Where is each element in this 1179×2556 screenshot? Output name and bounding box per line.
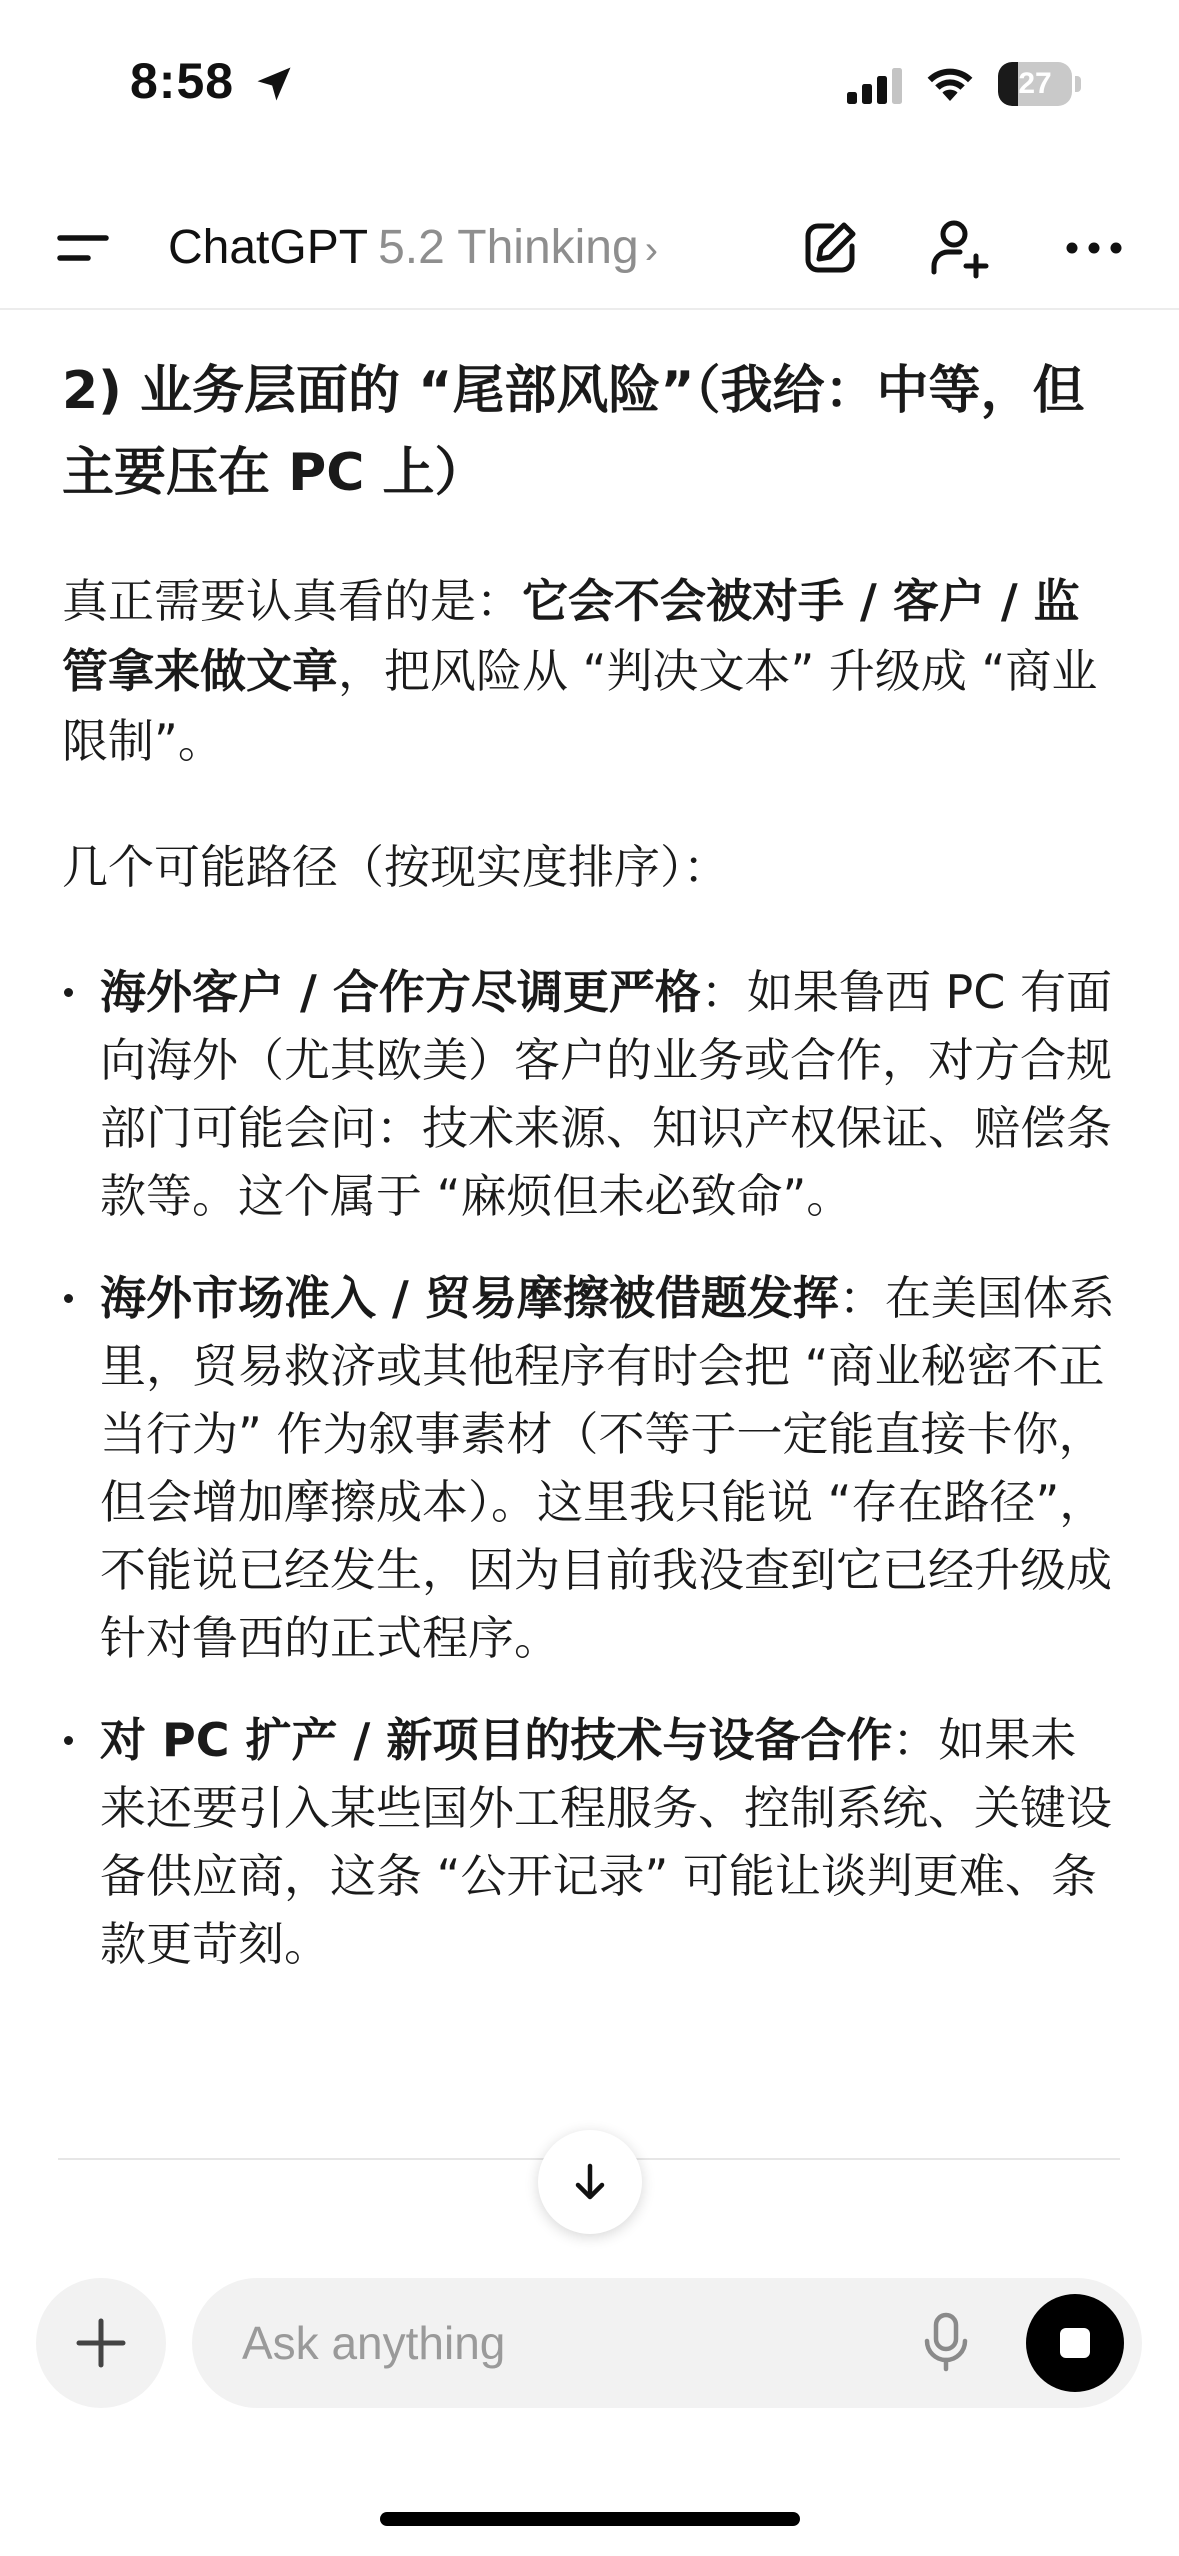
more-button[interactable] <box>1052 206 1136 290</box>
bullet-dot <box>64 1736 73 1745</box>
intro-tail: ，把风险从 “判决文本” 升级成 “商业限制”。 <box>62 644 1098 768</box>
model-name: 5.2 Thinking <box>378 221 639 274</box>
home-indicator[interactable] <box>380 2512 800 2526</box>
microphone-button[interactable] <box>906 2303 986 2383</box>
stop-icon <box>1060 2328 1090 2358</box>
add-person-button[interactable] <box>918 206 1002 290</box>
assistant-message <box>62 350 1122 2012</box>
attach-button[interactable] <box>36 2278 166 2408</box>
menu-button[interactable] <box>48 212 120 284</box>
status-bar <box>0 0 1179 160</box>
battery-nub <box>1075 76 1081 92</box>
battery-level: 27 <box>1018 67 1052 100</box>
composer <box>192 2278 1142 2408</box>
compose-button[interactable] <box>788 206 872 290</box>
menu-icon <box>48 212 120 284</box>
cellular-signal-icon <box>845 66 905 106</box>
intro-lead: 真正需要认真看的是： <box>62 574 522 628</box>
battery-icon <box>998 62 1082 106</box>
intro-paragraph <box>62 566 1122 776</box>
arrow-down-icon <box>568 2160 612 2204</box>
app-name: ChatGPT <box>168 221 369 274</box>
plus-icon <box>73 2315 129 2371</box>
bullet-dot <box>64 1294 73 1303</box>
wifi-icon <box>922 60 978 106</box>
intro-bold: 它会不会被对手 / 客户 / 监管拿来做文章 <box>62 574 1080 698</box>
nav-header <box>0 190 1179 310</box>
scroll-down-button[interactable] <box>538 2130 642 2234</box>
more-icon <box>1062 216 1126 280</box>
section-heading: 2) 业务层面的 “尾部风险”（我给：中等，但主要压在 PC 上） <box>62 361 1085 503</box>
list-item <box>62 958 1122 1230</box>
status-time: 8:58 <box>130 53 235 109</box>
list-item-title: 海外市场准入 / 贸易摩擦被借题发挥 <box>100 1271 839 1325</box>
list-item-text: ：如果未来还要引入某些国外工程服务、控制系统、关键设备供应商，这条 “公开记录” 可能让谈判更难、条款更苛刻。 <box>100 1713 1112 1971</box>
bullet-dot <box>64 988 73 997</box>
chevron-right-icon: › <box>644 228 659 272</box>
model-selector[interactable] <box>168 218 658 278</box>
battery-body <box>998 62 1072 106</box>
paths-intro: 几个可能路径（按现实度排序）： <box>62 840 729 894</box>
compose-icon <box>798 216 862 280</box>
risk-path-list <box>62 958 1122 1978</box>
location-arrow-icon <box>252 62 296 106</box>
list-item-title: 对 PC 扩产 / 新项目的技术与设备合作 <box>100 1713 893 1767</box>
microphone-icon <box>918 2311 974 2375</box>
add-person-icon <box>926 214 994 282</box>
message-input[interactable] <box>242 2278 882 2408</box>
list-item-title: 海外客户 / 合作方尽调更严格 <box>100 965 701 1019</box>
list-item-text: ：如果鲁西 PC 有面向海外（尤其欧美）客户的业务或合作，对方合规部门可能会问：技术来源、知识产权保证、赔偿条款等。这个属于 “麻烦但未必致命”。 <box>100 965 1112 1223</box>
stop-button[interactable] <box>1026 2294 1124 2392</box>
list-item <box>62 1706 1122 1978</box>
list-item <box>62 1264 1122 1672</box>
list-item-text: ：在美国体系里，贸易救济或其他程序有时会把 “商业秘密不正当行为” 作为叙事素材（不等于一定能直接卡你，但会增加摩擦成本）。这里我只能说 “存在路径”，不能说已经发生，因为目前我没查到它已经升级成针对鲁西的正式程序。 <box>100 1271 1115 1665</box>
